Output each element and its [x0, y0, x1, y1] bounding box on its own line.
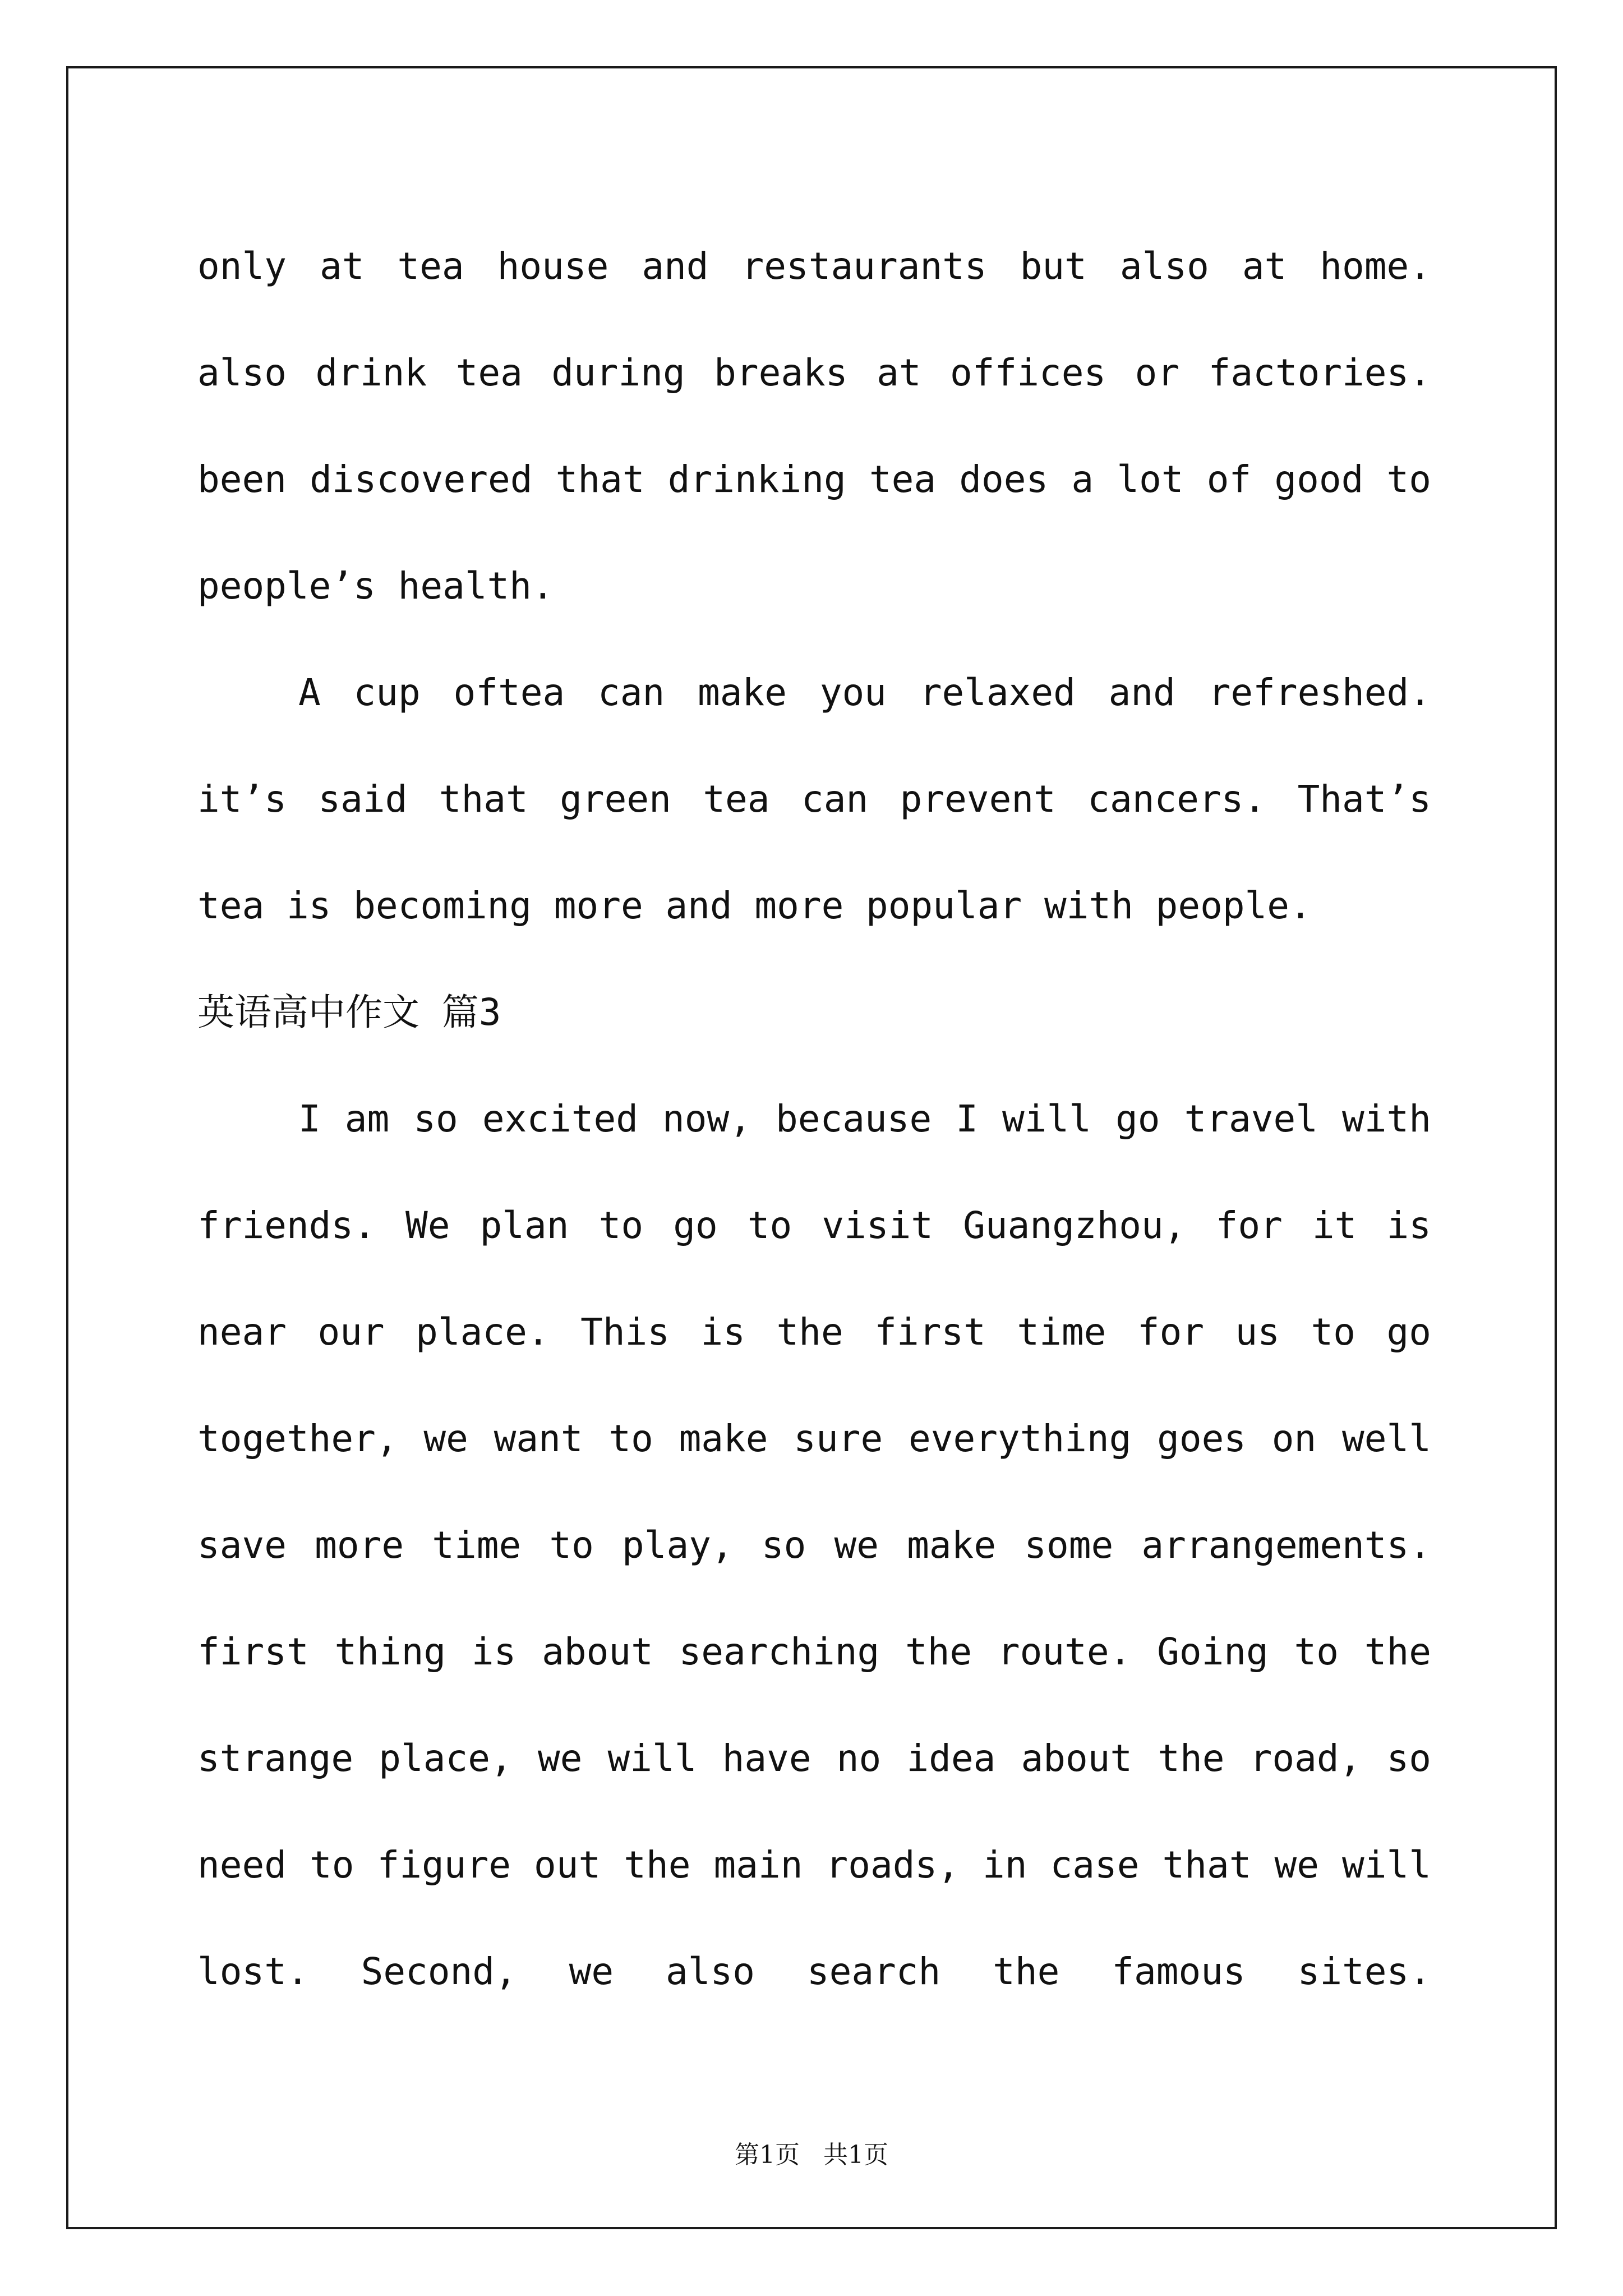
text-line: near our place. This is the first time for us to go [197, 1310, 1431, 1354]
text-line: also drink tea during breaks at offices or factories. [197, 351, 1431, 394]
page-number-footer: 第1页 共1页 [735, 2141, 888, 2169]
text-line: tea is becoming more and more popular with people. [197, 884, 1312, 927]
text-line: need to figure out the main roads, in case that we will [197, 1843, 1431, 1887]
paragraph [197, 213, 1431, 639]
text-line: lost. Second, we also search the famous sites. [197, 1950, 1431, 1993]
text-line: first thing is about searching the route. Going to the [197, 1630, 1431, 1673]
text-line: together, we want to make sure everything goes on well [197, 1417, 1431, 1460]
text-line: strange place, we will have no idea about the road, so [197, 1737, 1431, 1780]
text-line: save more time to play, so we make some arrangements. [197, 1524, 1431, 1567]
text-line: it’s said that green tea can prevent cancers. That’s [197, 777, 1431, 821]
text-line: I am so excited now, because I will go travel with [298, 1097, 1431, 1140]
section-heading: 英语高中作文 篇3 [197, 991, 501, 1034]
document-body [197, 213, 1431, 2025]
text-line: been discovered that drinking tea does a lot of good to [197, 458, 1431, 501]
paragraph [197, 1066, 1431, 2025]
text-line: A cup oftea can make you relaxed and refreshed. [298, 671, 1431, 714]
text-line: people’s health. [197, 564, 554, 608]
text-line: friends. We plan to go to visit Guangzhou, for it is [197, 1204, 1431, 1247]
paragraph [197, 639, 1431, 959]
text-line: only at tea house and restaurants but also at home. [197, 245, 1431, 288]
